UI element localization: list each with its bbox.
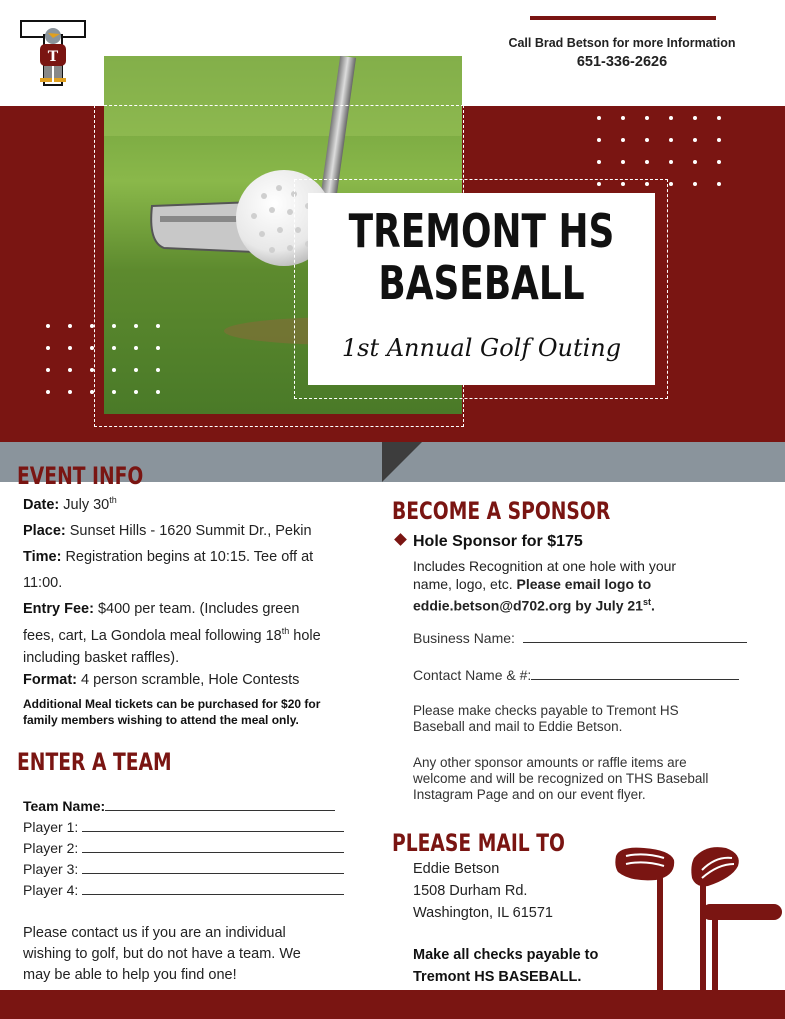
title-line-1: TREMONT HS — [348, 204, 615, 258]
footer-band — [0, 990, 785, 1019]
meal-note — [23, 696, 383, 728]
individual-note-line: Please contact us if you are an individual — [23, 925, 286, 941]
player-row — [23, 880, 363, 901]
dot-pattern — [46, 324, 160, 394]
event-time-cont: 11:00. — [23, 574, 63, 591]
meal-note-line: Additional Meal tickets can be purchased for $20 for — [23, 697, 321, 711]
player-label: Player 4: — [23, 882, 79, 898]
hole-sponsor-line — [396, 533, 583, 551]
sponsor-desc-line: Includes Recognition at one hole with your — [413, 558, 677, 574]
mail-city: Washington, IL 61571 — [413, 905, 553, 921]
business-name-label: Business Name: — [413, 630, 515, 646]
event-info-section — [23, 489, 383, 691]
hole-sponsor-label: Hole Sponsor for $175 — [413, 533, 583, 550]
individual-note-line: wishing to golf, but do not have a team. We — [23, 946, 301, 962]
event-format: Format: 4 person scramble, Hole Contests — [23, 671, 300, 688]
title-line-2: BASEBALL — [378, 256, 585, 310]
sponsor-description — [413, 557, 783, 615]
sponsor-heading: BECOME A SPONSOR — [392, 497, 611, 525]
player-row — [23, 817, 363, 838]
team-form — [23, 796, 363, 901]
other-sponsor-line: Instagram Page and on our event flyer. — [413, 787, 646, 802]
checks-note-line: Baseball and mail to Eddie Betson. — [413, 719, 623, 734]
business-name-row — [413, 628, 747, 649]
player-2-field[interactable] — [82, 839, 344, 853]
mail-address — [413, 858, 553, 924]
event-title — [346, 205, 617, 309]
player-label: Player 2: — [23, 840, 79, 856]
player-4-field[interactable] — [82, 881, 344, 895]
player-3-field[interactable] — [82, 860, 344, 874]
event-info-heading: EVENT INFO — [17, 462, 144, 490]
checks-note — [413, 703, 783, 735]
event-date: Date: July 30th — [23, 495, 117, 513]
other-sponsor-line: welcome and will be recognized on THS Baseball — [413, 771, 709, 786]
golf-clubs-icon — [610, 842, 782, 990]
dot-pattern — [597, 116, 721, 186]
team-name-row — [23, 796, 363, 817]
payable-line: Tremont HS BASEBALL. — [413, 969, 582, 985]
individual-note — [23, 923, 383, 986]
contact-name-row — [413, 665, 739, 686]
top-accent-line — [530, 16, 716, 20]
contact-name-label: Contact Name & #: — [413, 667, 532, 683]
sponsor-email[interactable]: eddie.betson@d702.org by July 21st. — [413, 597, 655, 614]
contact-phone: 651-336-2626 — [576, 54, 668, 70]
entry-fee-line-2: fees, cart, La Gondola meal following 18th hole — [23, 625, 321, 644]
event-time: Time: Registration begins at 10:15. Tee off at — [23, 548, 314, 565]
other-sponsor-line: Any other sponsor amounts or raffle items are — [413, 755, 687, 770]
player-row — [23, 838, 363, 859]
enter-team-heading: ENTER A TEAM — [17, 748, 172, 776]
individual-note-line: may be able to help you find one! — [23, 967, 237, 983]
other-sponsor-note — [413, 755, 783, 803]
business-name-field[interactable] — [523, 629, 747, 643]
event-subtitle: 1st Annual Golf Outing — [341, 334, 622, 362]
meal-note-line: family members wishing to attend the meal only. — [23, 713, 299, 727]
event-place: Place: Sunset Hills - 1620 Summit Dr., Pekin — [23, 522, 312, 539]
payable-note — [413, 944, 598, 988]
tremont-logo — [20, 20, 86, 86]
entry-fee: Entry Fee: $400 per team. (Includes green — [23, 600, 300, 617]
mail-street: 1508 Durham Rd. — [413, 883, 528, 899]
mail-name: Eddie Betson — [413, 861, 500, 877]
player-1-field[interactable] — [82, 818, 344, 832]
sponsor-desc-line: name, logo, etc. Please email logo to — [413, 576, 652, 592]
team-name-label: Team Name: — [23, 798, 106, 814]
contact-name-field[interactable] — [531, 666, 739, 680]
checks-note-line: Please make checks payable to Tremont HS — [413, 703, 679, 718]
payable-line: Make all checks payable to — [413, 947, 599, 963]
mail-heading: PLEASE MAIL TO — [392, 829, 565, 857]
diamond-bullet-icon — [394, 533, 407, 546]
svg-text:T: T — [47, 49, 59, 65]
player-row — [23, 859, 363, 880]
player-label: Player 1: — [23, 819, 79, 835]
player-label: Player 3: — [23, 861, 79, 877]
entry-fee-line-3: including basket raffles). — [23, 649, 180, 666]
contact-line: Call Brad Betson for more Information — [508, 36, 736, 50]
team-name-field[interactable] — [105, 797, 335, 811]
